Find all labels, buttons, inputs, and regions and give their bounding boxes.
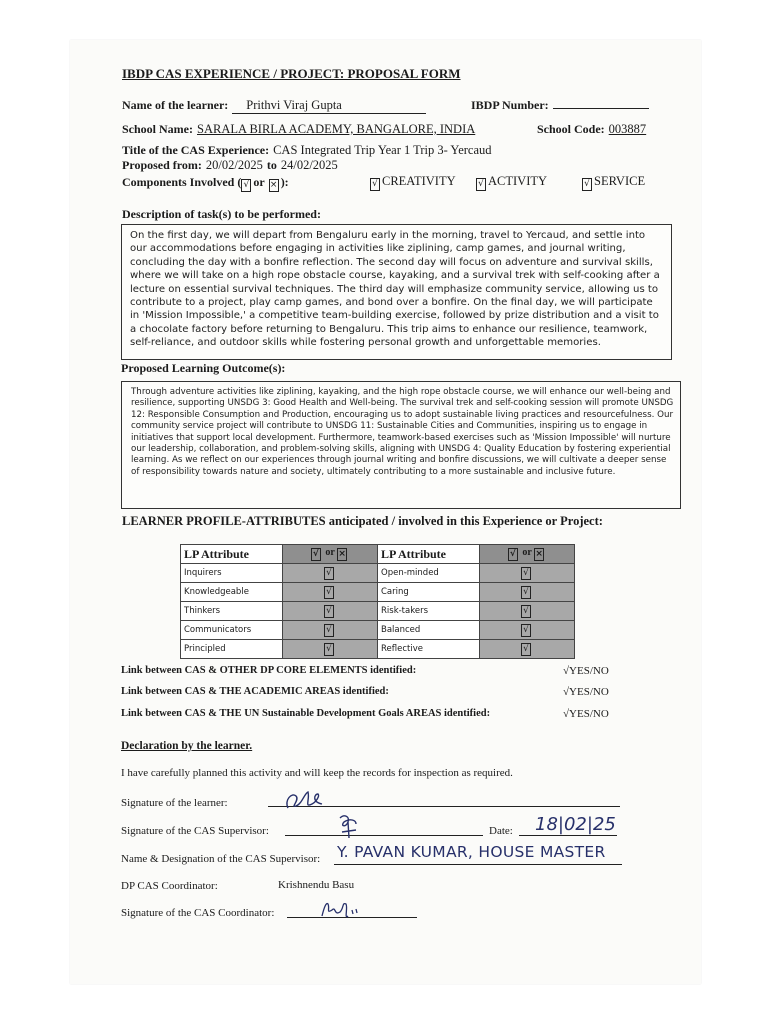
description-box — [121, 224, 672, 360]
outcomes-text: Through adventure activities like ziplining, kayaking, and the high rope obstacle course, we will enhance our well-being and resilience, supporting UNSDG 3: Good Health and Well-being. The survival trek and self-cooking session will promote UNSDG 12: Responsible Consumption and Production, encouraging us to adopt sustainable living practices and resourcefulness. Our community service project will contribute to UNSDG 11: Sustainable Cities and Communities, inspiring us to engage in initiatives that support local development. Furthermore, teamwork-based exercises such as 'Mission Impossible' will nurture our leadership, collaboration, and problem-solving skills, aligning with UNSDG 4: Quality Education by fostering experiential learning. As we reflect on our experiences through journal writing and bonfire discussions, we will cultivate a deeper sense of responsibility towards nature and society, ultimately contributing to a more sustainable and inclusive future. — [131, 387, 674, 477]
declaration-statement: I have carefully planned this activity and will keep the records for inspection as required. — [121, 767, 513, 779]
lp-col-mark — [480, 545, 575, 564]
lp-attr: Reflective — [378, 640, 480, 659]
link-sdg-answer: √YES/NO — [563, 708, 609, 720]
proposed-to: 24/02/2025 — [280, 158, 338, 172]
lp-row — [181, 602, 575, 621]
declaration-heading: Declaration by the learner. — [121, 740, 253, 752]
check-key-icon: √ — [312, 549, 319, 559]
lp-attr: Risk-takers — [378, 602, 480, 621]
lp-mark — [480, 583, 575, 602]
outcomes-heading: Proposed Learning Outcome(s): — [121, 361, 286, 375]
components-end: ): — [280, 175, 289, 189]
learner-label: Name of the learner: — [122, 98, 229, 112]
sig-supervisor-label: Signature of the CAS Supervisor: — [121, 825, 269, 837]
lp-attr: Communicators — [181, 621, 283, 640]
check-icon: √ — [521, 586, 531, 599]
school-code: 003887 — [608, 122, 647, 136]
lp-attr: Caring — [378, 583, 480, 602]
component-label: ACTIVITY — [488, 174, 548, 188]
lp-mark — [283, 564, 378, 583]
component-activity — [476, 174, 547, 191]
link-core-label: Link between CAS & OTHER DP CORE ELEMENTS identified: — [121, 665, 417, 676]
lp-col-or: or — [325, 547, 335, 558]
school-name: SARALA BIRLA ACADEMY, BANGALORE, INDIA — [197, 122, 476, 136]
components-row — [122, 173, 289, 192]
ibdp-label: IBDP Number: — [471, 98, 549, 112]
proposed-row — [122, 156, 338, 174]
lp-heading: LEARNER PROFILE-ATTRIBUTES anticipated / involved in this Experience or Project: — [122, 514, 603, 528]
learner-row — [122, 96, 426, 114]
lp-attr: Principled — [181, 640, 283, 659]
form-title: IBDP CAS EXPERIENCE / PROJECT: PROPOSAL FORM — [122, 66, 461, 81]
check-icon: √ — [521, 643, 531, 656]
check-icon: √ — [324, 643, 334, 656]
sig-coordinator-label: Signature of the CAS Coordinator: — [121, 907, 275, 919]
components-label: Components Involved ( — [122, 175, 242, 189]
link-core-answer: √YES/NO — [563, 665, 609, 677]
lp-mark — [480, 640, 575, 659]
cross-key-icon: × — [338, 549, 346, 559]
name-designation-line — [334, 864, 622, 865]
cross-key-icon: × — [269, 180, 278, 190]
lp-mark — [283, 583, 378, 602]
learner-name: Prithvi Viraj Gupta — [232, 98, 426, 114]
ibdp-row — [471, 96, 649, 114]
check-icon: √ — [324, 586, 334, 599]
lp-attr: Knowledgeable — [181, 583, 283, 602]
coordinator-name: Krishnendu Basu — [278, 879, 355, 891]
sig-learner-label: Signature of the learner: — [121, 797, 228, 809]
check-icon: √ — [521, 567, 531, 580]
learner-signature — [282, 786, 326, 814]
lp-attr: Balanced — [378, 621, 480, 640]
lp-attr: Thinkers — [181, 602, 283, 621]
description-text: On the first day, we will depart from Bengaluru early in the morning, travel to Yercaud, and settle into our accommodations before engaging in activities like ziplining, camp games, and journal writing, concluding the day with a bonfire reflection. The second day will focus on adventure and survival skills, where we will take on a high rope obstacle course, kayaking, and a survival trek with self-cooking after a lecture on essential survival techniques. The third day will emphasize community service, allowing us to contribute to a project, play camp games, and bond over a bonfire. On the final day, we will participate in 'Mission Impossible,' a competitive team-building exercise, followed by prize distribution and a visit to a chocolate factory before returning to Bengaluru. This trip aims to enhance our resilience, teamwork, self-reliance, and outdoor skills while fostering personal growth and unforgettable memories. — [130, 230, 660, 349]
proposed-label: Proposed from: — [122, 158, 202, 172]
lp-col-attr: LP Attribute — [181, 545, 283, 564]
experience-label: Title of the CAS Experience: — [122, 143, 270, 157]
lp-mark — [480, 564, 575, 583]
description-heading: Description of task(s) to be performed: — [122, 207, 321, 221]
check-key-icon: √ — [241, 179, 251, 192]
link-sdg-label: Link between CAS & THE UN Sustainable Development Goals AREAS identified: — [121, 708, 491, 719]
lp-mark — [283, 640, 378, 659]
school-code-label: School Code: — [537, 122, 605, 136]
lp-col-mark — [283, 545, 378, 564]
coordinator-signature — [318, 896, 364, 924]
component-label: SERVICE — [594, 174, 646, 188]
lp-row — [181, 621, 575, 640]
cross-key-icon: × — [535, 549, 543, 559]
component-service — [582, 174, 645, 191]
supervisor-signature — [336, 810, 362, 840]
check-icon: √ — [324, 624, 334, 637]
date-value: 18|02|25 — [535, 814, 616, 835]
proposed-to-word: to — [266, 158, 277, 172]
sig-supervisor-line — [285, 835, 483, 836]
name-designation-value: Y. PAVAN KUMAR, HOUSE MASTER — [337, 843, 606, 861]
link-academic-answer: √YES/NO — [563, 686, 609, 698]
check-icon: √ — [521, 624, 531, 637]
school-code-row — [537, 120, 646, 138]
date-label: Date: — [489, 825, 513, 837]
lp-row — [181, 640, 575, 659]
check-icon: √ — [324, 567, 334, 580]
lp-mark — [283, 602, 378, 621]
lp-header-row — [181, 545, 575, 564]
lp-mark — [480, 621, 575, 640]
outcomes-box — [121, 381, 681, 509]
lp-table — [180, 544, 575, 659]
lp-mark — [283, 621, 378, 640]
lp-attr: Open-minded — [378, 564, 480, 583]
component-creativity — [370, 174, 456, 191]
check-icon: √ — [521, 605, 531, 618]
lp-row — [181, 583, 575, 602]
check-icon: √ — [324, 605, 334, 618]
component-label: CREATIVITY — [382, 174, 456, 188]
lp-row — [181, 564, 575, 583]
school-row — [122, 120, 475, 138]
lp-col-or: or — [522, 547, 532, 558]
components-or: or — [253, 175, 265, 189]
school-label: School Name: — [122, 122, 193, 136]
checkbox-icon: √ — [370, 178, 380, 191]
link-academic-label: Link between CAS & THE ACADEMIC AREAS identified: — [121, 686, 389, 697]
checkbox-icon: √ — [476, 178, 486, 191]
lp-attr: Inquirers — [181, 564, 283, 583]
proposed-from: 20/02/2025 — [205, 158, 263, 172]
lp-mark — [480, 602, 575, 621]
name-designation-label: Name & Designation of the CAS Supervisor: — [121, 853, 321, 865]
check-key-icon: √ — [509, 549, 516, 559]
coordinator-label: DP CAS Coordinator: — [121, 880, 218, 892]
experience-title: CAS Integrated Trip Year 1 Trip 3- Yercaud — [273, 143, 492, 157]
ibdp-number-field — [553, 96, 649, 109]
lp-col-attr: LP Attribute — [378, 545, 480, 564]
checkbox-icon: √ — [582, 178, 592, 191]
date-line — [519, 835, 617, 836]
